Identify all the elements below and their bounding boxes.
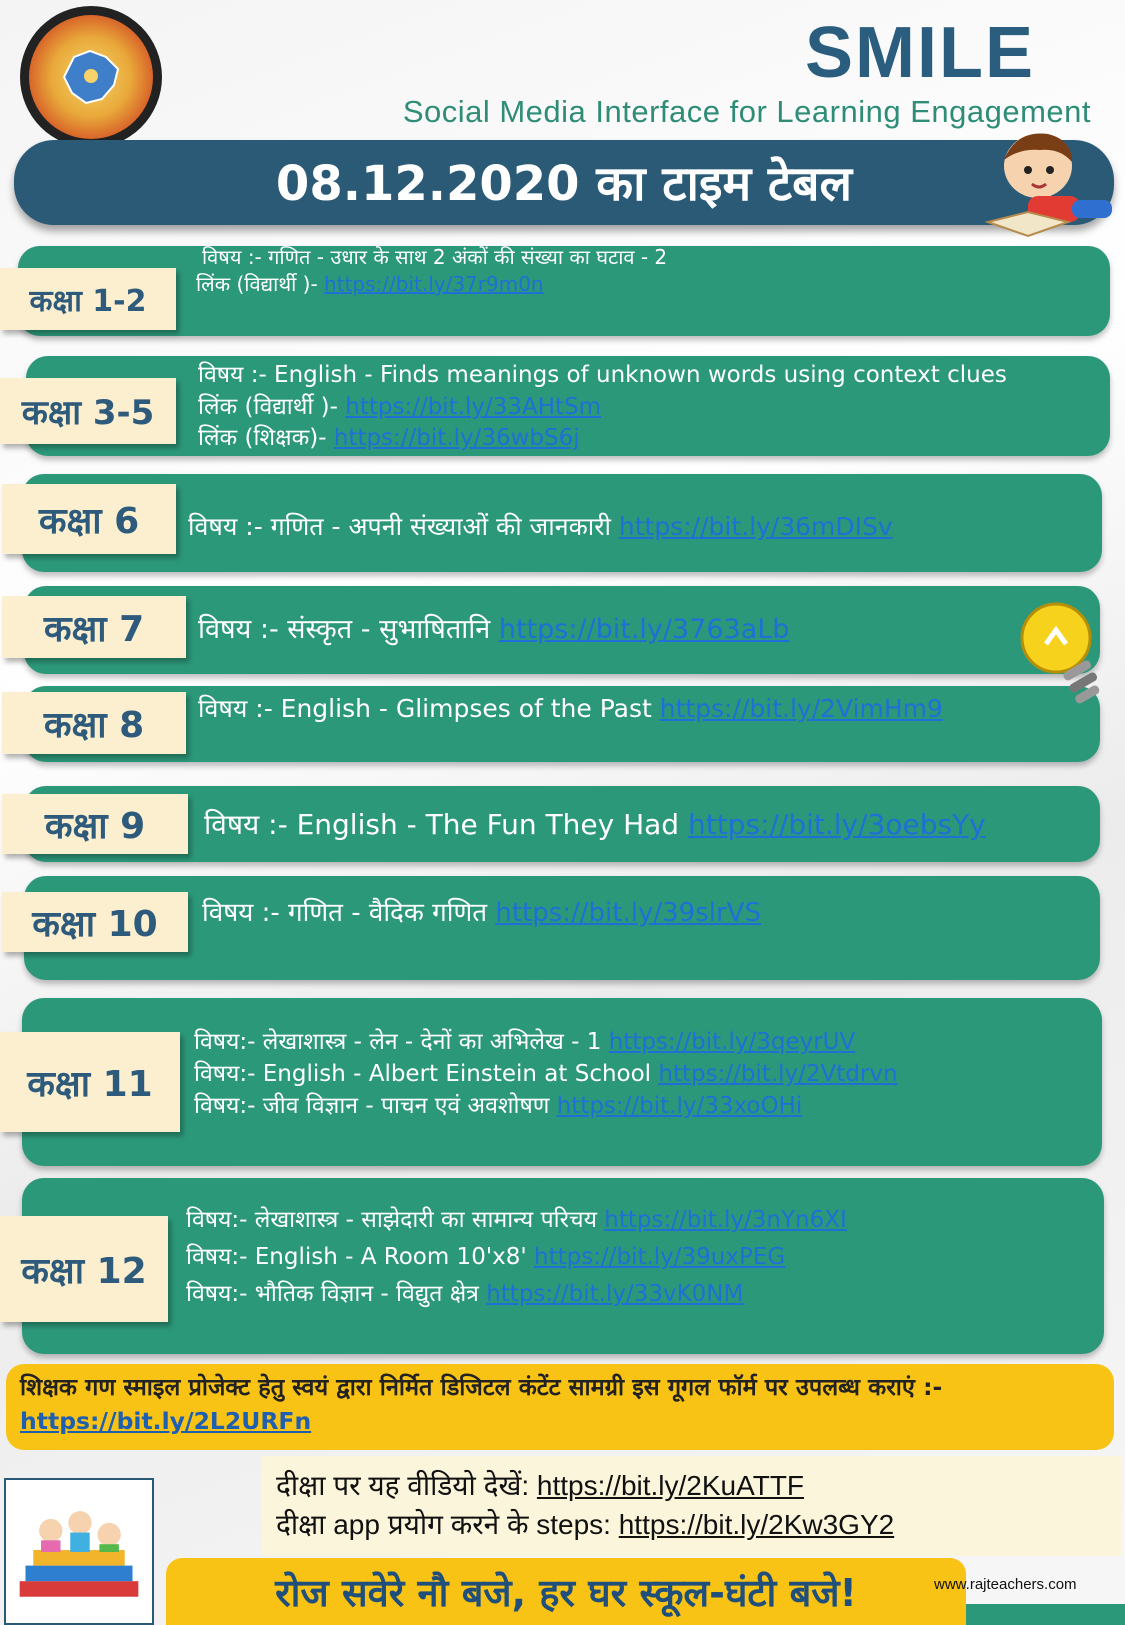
class-badge: कक्षा 12 — [0, 1216, 168, 1322]
subject-text: विषय:- English - Albert Einstein at School — [194, 1061, 659, 1088]
class-line — [194, 1026, 898, 1058]
class-line — [198, 423, 1007, 455]
class-details — [198, 692, 943, 726]
class-details — [188, 510, 893, 544]
subject-text: विषय:- लेखाशास्त्र - लेन - देनों का अभिलेख - 1 — [194, 1029, 609, 1055]
diksha-info — [262, 1456, 1122, 1556]
class-badge: कक्षा 11 — [0, 1032, 180, 1132]
link-label: लिंक (शिक्षक)- — [198, 425, 334, 452]
footer-site: www.rajteachers.com — [934, 1576, 1077, 1593]
lightbulb-icon — [1016, 600, 1104, 710]
lesson-link[interactable]: https://bit.ly/39uxPEG — [534, 1243, 786, 1270]
subject-text: विषय :- गणित - अपनी संख्याओं की जानकारी — [188, 512, 619, 541]
reading-boy-icon — [968, 126, 1118, 252]
class-badge: कक्षा 3-5 — [0, 378, 176, 444]
diksha-video-label: दीक्षा पर यह वीडियो देखें: — [276, 1470, 537, 1501]
teacher-notice — [6, 1364, 1114, 1450]
footer-slogan: रोज सवेरे नौ बजे, हर घर स्कूल-घंटी बजे! — [275, 1570, 857, 1615]
subject-text: विषय :- English - Glimpses of the Past — [198, 694, 660, 723]
class-line — [196, 244, 667, 271]
class-line — [198, 612, 789, 648]
class-line — [194, 1058, 898, 1090]
map-icon — [60, 49, 122, 105]
lesson-link[interactable]: https://bit.ly/2VimHm9 — [659, 694, 943, 723]
class-details — [202, 896, 761, 931]
student-link[interactable]: https://bit.ly/33AHtSm — [345, 393, 602, 420]
class-line — [186, 1239, 847, 1276]
class-details — [194, 1026, 898, 1123]
subject-text: विषय :- English - The Fun They Had — [204, 808, 688, 841]
brand-subtitle: Social Media Interface for Learning Engagement — [402, 94, 1091, 129]
class-line — [194, 1090, 898, 1122]
subject-text: विषय:- लेखाशास्त्र - साझेदारी का सामान्य परिचय — [186, 1207, 605, 1233]
rajasthan-education-seal-icon — [29, 15, 153, 139]
student-link[interactable]: https://bit.ly/37r9m0n — [324, 272, 544, 296]
lesson-link[interactable]: https://bit.ly/39slrVS — [495, 898, 761, 928]
lesson-link[interactable]: https://bit.ly/3qeyrUV — [608, 1029, 856, 1055]
class-line — [198, 360, 1007, 392]
subject-text: विषय:- English - A Room 10'x8' — [186, 1243, 535, 1270]
diksha-app-label: दीक्षा app प्रयोग करने के steps: — [276, 1509, 619, 1541]
class-badge: कक्षा 9 — [2, 794, 188, 854]
footer-slogan-bar — [166, 1558, 966, 1625]
diksha-video-link[interactable]: https://bit.ly/2KuATTF — [536, 1470, 805, 1501]
notice-text: शिक्षक गण स्माइल प्रोजेक्ट हेतु स्वयं द्वारा निर्मित डिजिटल कंटेंट सामग्री इस गूगल फॉर्म पर उपलब्ध कराएं :- — [20, 1373, 943, 1401]
class-line — [202, 896, 761, 931]
lesson-link[interactable]: https://bit.ly/2Vtdrvn — [658, 1061, 898, 1088]
lesson-link[interactable]: https://bit.ly/33vK0NM — [486, 1280, 744, 1307]
subject-text: विषय :- गणित - उधार के साथ 2 अंकों की संख्या का घटाव - 2 — [202, 245, 668, 269]
class-line — [186, 1276, 847, 1313]
diksha-app-line — [276, 1505, 1108, 1544]
link-label: लिंक (विद्यार्थी )- — [196, 272, 325, 296]
class-details — [198, 360, 1007, 455]
subject-text: विषय :- संस्कृत - सुभाषितानि — [198, 614, 499, 645]
lesson-link[interactable]: https://bit.ly/33xoOHi — [556, 1093, 803, 1120]
class-line — [204, 806, 986, 844]
lesson-link[interactable]: https://bit.ly/3oebsYy — [687, 808, 986, 841]
class-badge: कक्षा 8 — [2, 692, 186, 754]
class-line — [198, 392, 1007, 424]
class-details — [198, 612, 789, 648]
date-banner — [14, 140, 1114, 225]
teacher-link[interactable]: https://bit.ly/36wbS6j — [333, 425, 580, 452]
corner-strip — [966, 1604, 1125, 1625]
class-line — [198, 692, 943, 726]
kids-on-books-icon — [4, 1478, 154, 1625]
diksha-video-line — [276, 1466, 1108, 1505]
class-details — [204, 806, 986, 844]
class-line — [196, 271, 667, 298]
logo — [20, 6, 162, 148]
class-badge: कक्षा 10 — [2, 892, 188, 952]
google-form-link[interactable]: https://bit.ly/2L2URFn — [20, 1407, 312, 1436]
subject-text: विषय:- भौतिक विज्ञान - विद्युत क्षेत्र — [186, 1280, 487, 1307]
class-badge: कक्षा 1-2 — [0, 268, 176, 330]
brand-title: SMILE — [804, 13, 1035, 93]
class-line — [188, 510, 893, 544]
diksha-app-link[interactable]: https://bit.ly/2Kw3GY2 — [618, 1509, 895, 1541]
subject-text: विषय :- गणित - वैदिक गणित — [202, 898, 496, 928]
lesson-link[interactable]: https://bit.ly/3763aLb — [498, 614, 790, 645]
subject-text: विषय:- जीव विज्ञान - पाचन एवं अवशोषण — [194, 1093, 557, 1120]
class-details — [196, 244, 667, 298]
class-details — [186, 1202, 847, 1312]
class-badge: कक्षा 6 — [2, 484, 176, 554]
class-badge: कक्षा 7 — [2, 596, 186, 658]
subject-text: विषय :- English - Finds meanings of unknown words using context clues — [198, 362, 1007, 388]
page-title: 08.12.2020 का टाइम टेबल — [275, 156, 853, 212]
lesson-link[interactable]: https://bit.ly/36mDISv — [618, 512, 893, 541]
class-line — [186, 1202, 847, 1239]
lesson-link[interactable]: https://bit.ly/3nYn6XI — [604, 1207, 847, 1233]
link-label: लिंक (विद्यार्थी )- — [198, 393, 346, 420]
